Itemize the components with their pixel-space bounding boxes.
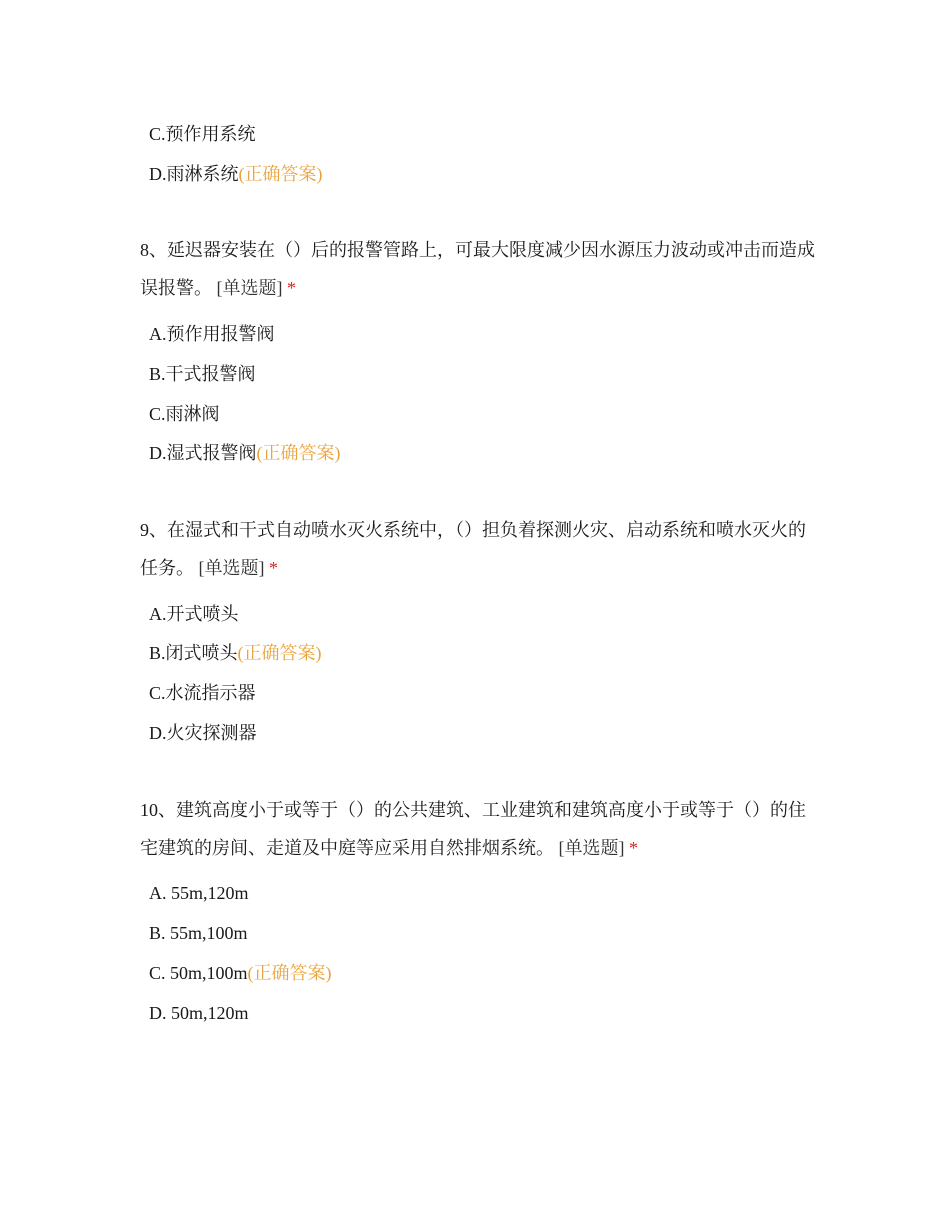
- option-text: A.开式喷头: [149, 604, 239, 624]
- q9-title: [140, 511, 820, 587]
- q10-option-d: [149, 1001, 249, 1025]
- q10-option-b: [149, 921, 248, 945]
- required-marker: *: [287, 278, 296, 298]
- option-text: C.水流指示器: [149, 683, 256, 703]
- correct-answer-tag: (正确答案): [256, 443, 341, 463]
- option-text: D.雨淋系统: [149, 164, 239, 184]
- option-text: B.干式报警阀: [149, 364, 256, 384]
- q9-option-d: [149, 721, 257, 745]
- q10-option-a: [149, 881, 249, 905]
- q7-option-d: [149, 162, 323, 186]
- question-text: 9、在湿式和干式自动喷水灭火系统中，（）担负着探测火灾、启动系统和喷水灭火的任务。: [140, 520, 806, 578]
- option-text: D. 50m,120m: [149, 1003, 249, 1023]
- correct-answer-tag: (正确答案): [238, 164, 323, 184]
- option-text: A.预作用报警阀: [149, 324, 275, 344]
- required-marker: *: [269, 558, 278, 578]
- question-type: [单选题]: [558, 838, 625, 858]
- q9-option-c: [149, 681, 256, 705]
- required-marker: *: [629, 838, 638, 858]
- option-text: B. 55m,100m: [149, 923, 248, 943]
- question-type: [单选题]: [198, 558, 265, 578]
- option-text: C.雨淋阀: [149, 404, 220, 424]
- question-text: 8、延迟器安装在（）后的报警管路上，可最大限度减少因水源压力波动或冲击而造成误报警。: [140, 240, 815, 298]
- q8-option-c: [149, 402, 220, 426]
- q8-option-d: [149, 441, 341, 465]
- q8-option-a: [149, 322, 275, 346]
- option-text: C. 50m,100m: [149, 963, 248, 983]
- q7-option-c: [149, 122, 256, 146]
- option-text: B.闭式喷头: [149, 643, 238, 663]
- correct-answer-tag: (正确答案): [247, 963, 332, 983]
- q8-option-b: [149, 362, 256, 386]
- option-text: D.火灾探测器: [149, 723, 257, 743]
- q10-option-c: [149, 961, 332, 985]
- option-text: D.湿式报警阀: [149, 443, 257, 463]
- option-text: A. 55m,120m: [149, 883, 249, 903]
- question-type: [单选题]: [216, 278, 283, 298]
- q9-option-a: [149, 602, 239, 626]
- correct-answer-tag: (正确答案): [237, 643, 322, 663]
- option-text: C.预作用系统: [149, 124, 256, 144]
- q10-title: [140, 791, 820, 867]
- question-text: 10、建筑高度小于或等于（）的公共建筑、工业建筑和建筑高度小于或等于（）的住宅建筑的房间、走道及中庭等应采用自然排烟系统。: [140, 800, 806, 858]
- q8-title: [140, 231, 820, 307]
- q9-option-b: [149, 641, 322, 665]
